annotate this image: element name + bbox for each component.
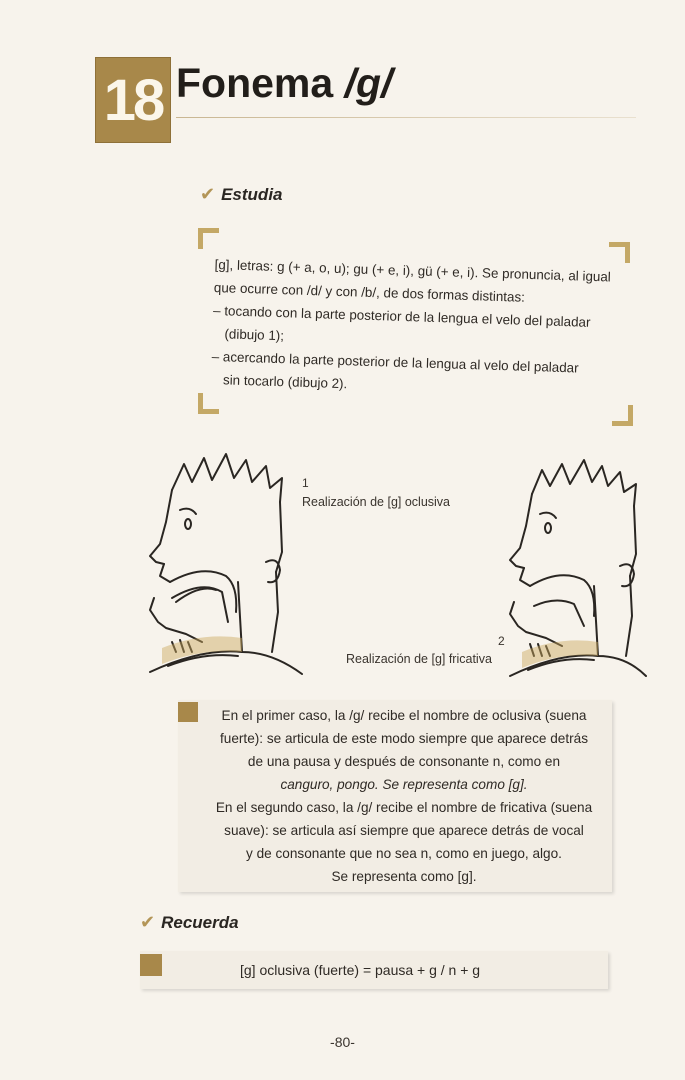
explanation-line: de una pausa y después de consonante n, como en	[247, 754, 561, 769]
figure-1-caption: Realización de [g] oclusiva	[302, 495, 450, 509]
chapter-number-badge	[95, 57, 171, 143]
explanation-line: Se representa como [g].	[331, 869, 477, 884]
head-illustration-occlusive	[142, 452, 307, 680]
title-word: Fonema	[176, 60, 334, 106]
figure-2-caption: Realización de [g] fricativa	[346, 652, 492, 666]
study-item-cont: sin tocarlo (dibujo 2).	[222, 372, 348, 392]
remember-rule: [g] oclusiva (fuerte) = pausa + g / n + g	[240, 962, 481, 978]
explanation-line: fuerte): se articula de este modo siempre que aparece detrás	[220, 731, 588, 746]
box-corner-top-left	[198, 228, 219, 249]
remember-heading-label: Recuerda	[161, 912, 239, 932]
study-text	[211, 253, 620, 404]
study-item: – acercando la parte posterior de la lengua al velo del paladar	[211, 348, 579, 376]
figure-1-number: 1	[302, 476, 309, 490]
bullet-square-icon	[140, 954, 162, 976]
explanation-line: En el segundo caso, la /g/ recibe el nombre de fricativa (suena	[215, 800, 593, 815]
checkmark-icon: ✔	[140, 912, 156, 932]
explanation-line: y de consonante que no sea n, como en juego, algo.	[246, 846, 562, 861]
box-corner-bottom-left	[198, 393, 219, 414]
page-title	[176, 60, 392, 107]
title-divider	[176, 117, 636, 118]
study-item-cont: (dibujo 1);	[224, 326, 285, 344]
explanation-text	[186, 704, 622, 888]
box-corner-top-right	[609, 242, 630, 263]
chapter-number: 18	[103, 67, 163, 133]
head-illustration-fricative	[504, 458, 649, 682]
box-corner-bottom-right	[612, 405, 633, 426]
explanation-line: suave): se articula así siempre que aparece detrás de vocal	[224, 823, 584, 838]
page-number: -80-	[330, 1034, 355, 1050]
study-intro-line: [g], letras: g (+ a, o, u); gu (+ e, i), gü (+ e, i). Se pronuncia, al igual	[214, 256, 612, 285]
study-intro-line: que ocurre con /d/ y con /b/, de dos formas distintas:	[213, 279, 526, 305]
checkmark-icon: ✔	[200, 184, 216, 204]
figure-2-number: 2	[498, 634, 505, 648]
remember-heading	[140, 912, 239, 933]
title-symbol: /g/	[344, 60, 393, 106]
explanation-line: canguro, pongo. Se representa como [g].	[280, 777, 528, 792]
explanation-line: En el primer caso, la /g/ recibe el nombre de oclusiva (suena	[221, 708, 587, 723]
study-item: – tocando con la parte posterior de la lengua el velo del paladar	[212, 302, 591, 330]
study-heading-label: Estudia	[221, 184, 283, 204]
study-heading	[200, 184, 283, 205]
